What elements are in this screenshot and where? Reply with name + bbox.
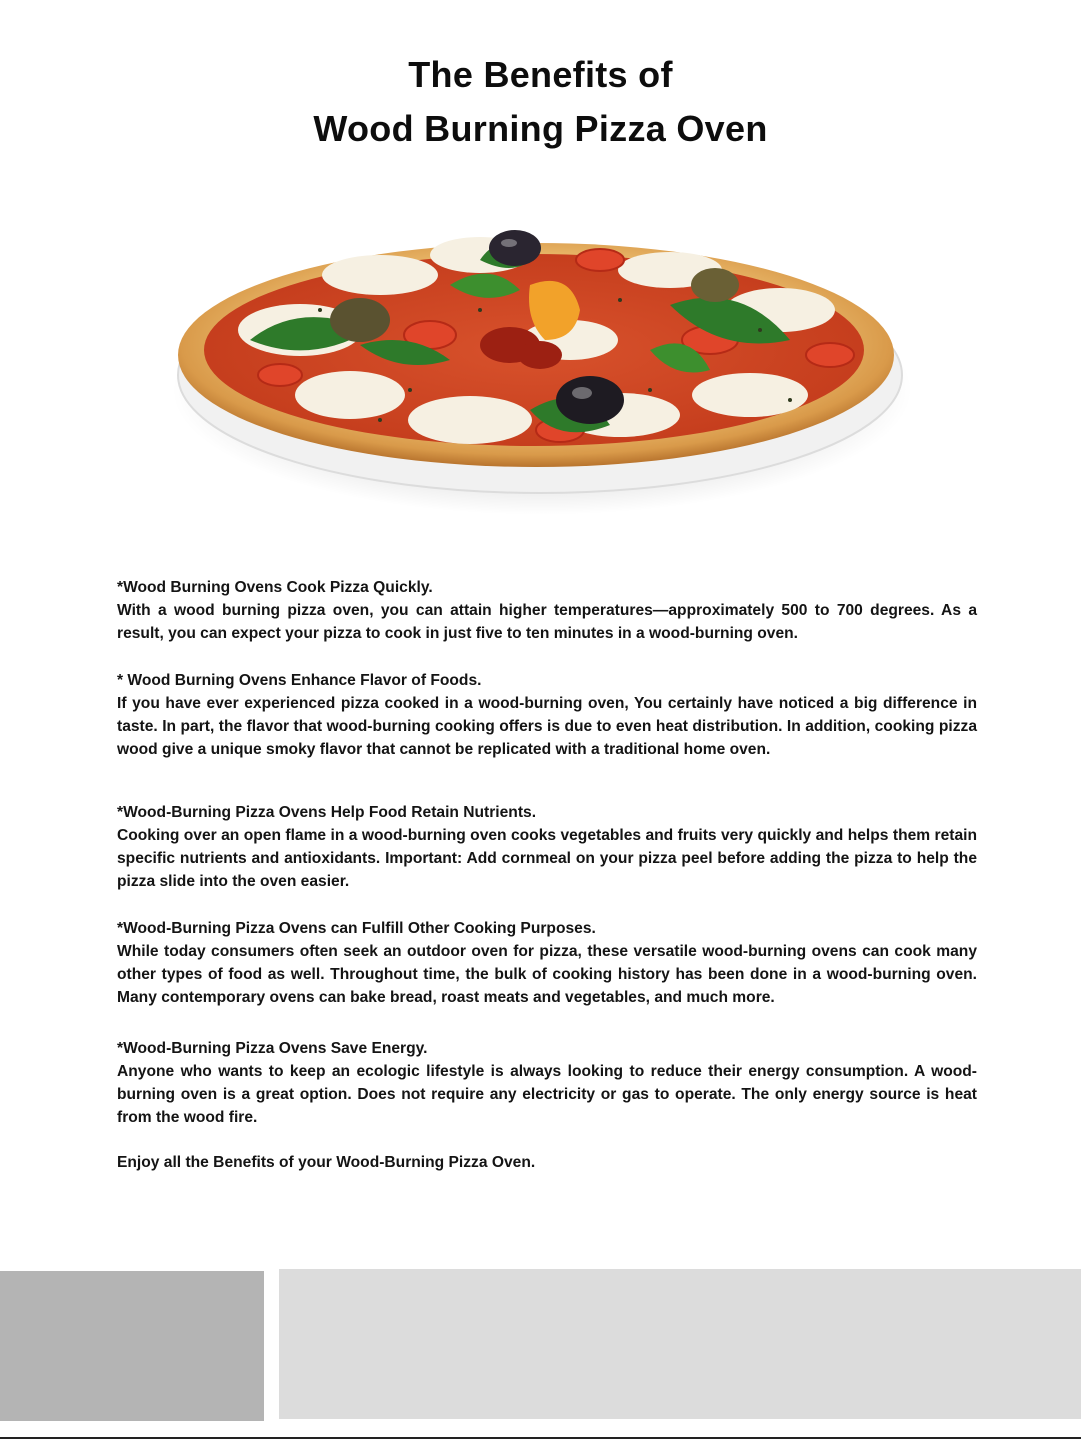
section-heading: *Wood-Burning Pizza Ovens Save Energy. [117,1040,428,1057]
section-body: While today consumers often seek an outdoor oven for pizza, these versatile wood-burning ovens can cook many other types of food as well. Throughout time, the bulk of cooking history has been done in a wood-burning oven. Many contemporary ovens can bake bread, roast meats and vegetables, and much more. [117,943,977,1006]
title-line-1: The Benefits of [408,54,673,95]
section-body: Anyone who wants to keep an ecologic lifestyle is always looking to reduce their energy consumption. A wood-burning oven is a great option. Does not require any electricity or gas to operate. The only energy source is heat from the wood fire. [117,1063,977,1126]
pizza-photo [150,190,930,530]
benefits-text [117,576,977,1190]
bottom-divider [0,1437,1081,1439]
section-retain-nutrients [117,801,977,893]
section-cook-quickly [117,576,977,645]
page-title [0,48,1081,156]
section-heading: *Wood Burning Ovens Cook Pizza Quickly. [117,579,433,596]
section-heading: * Wood Burning Ovens Enhance Flavor of Foods. [117,672,482,689]
section-body: If you have ever experienced pizza cooked in a wood-burning oven, You certainly have noticed a big difference in taste. In part, the flavor that wood-burning cooking offers is due to even heat distribution. In addition, cooking pizza wood give a unique smoky flavor that cannot be replicated with a traditional home oven. [117,695,977,758]
bottom-left-panel [0,1271,264,1421]
bottom-right-panel [279,1269,1081,1419]
section-heading: *Wood-Burning Pizza Ovens Help Food Retain Nutrients. [117,804,537,821]
section-body: Cooking over an open flame in a wood-burning oven cooks vegetables and fruits very quickly and helps them retain specific nutrients and antioxidants. Important: Add cornmeal on your pizza peel before adding the pizza to help the pizza slide into the oven easier. [117,827,977,890]
closing-line: Enjoy all the Benefits of your Wood-Burning Pizza Oven. [117,1154,536,1171]
section-other-purposes [117,917,977,1009]
section-heading: *Wood-Burning Pizza Ovens can Fulfill Other Cooking Purposes. [117,920,596,937]
section-enhance-flavor [117,669,977,761]
section-save-energy [117,1037,977,1129]
title-line-2: Wood Burning Pizza Oven [313,108,768,149]
section-body: With a wood burning pizza oven, you can attain higher temperatures—approximately 500 to 700 degrees. As a result, you can expect your pizza to cook in just five to ten minutes in a wood-burning oven. [117,602,977,642]
